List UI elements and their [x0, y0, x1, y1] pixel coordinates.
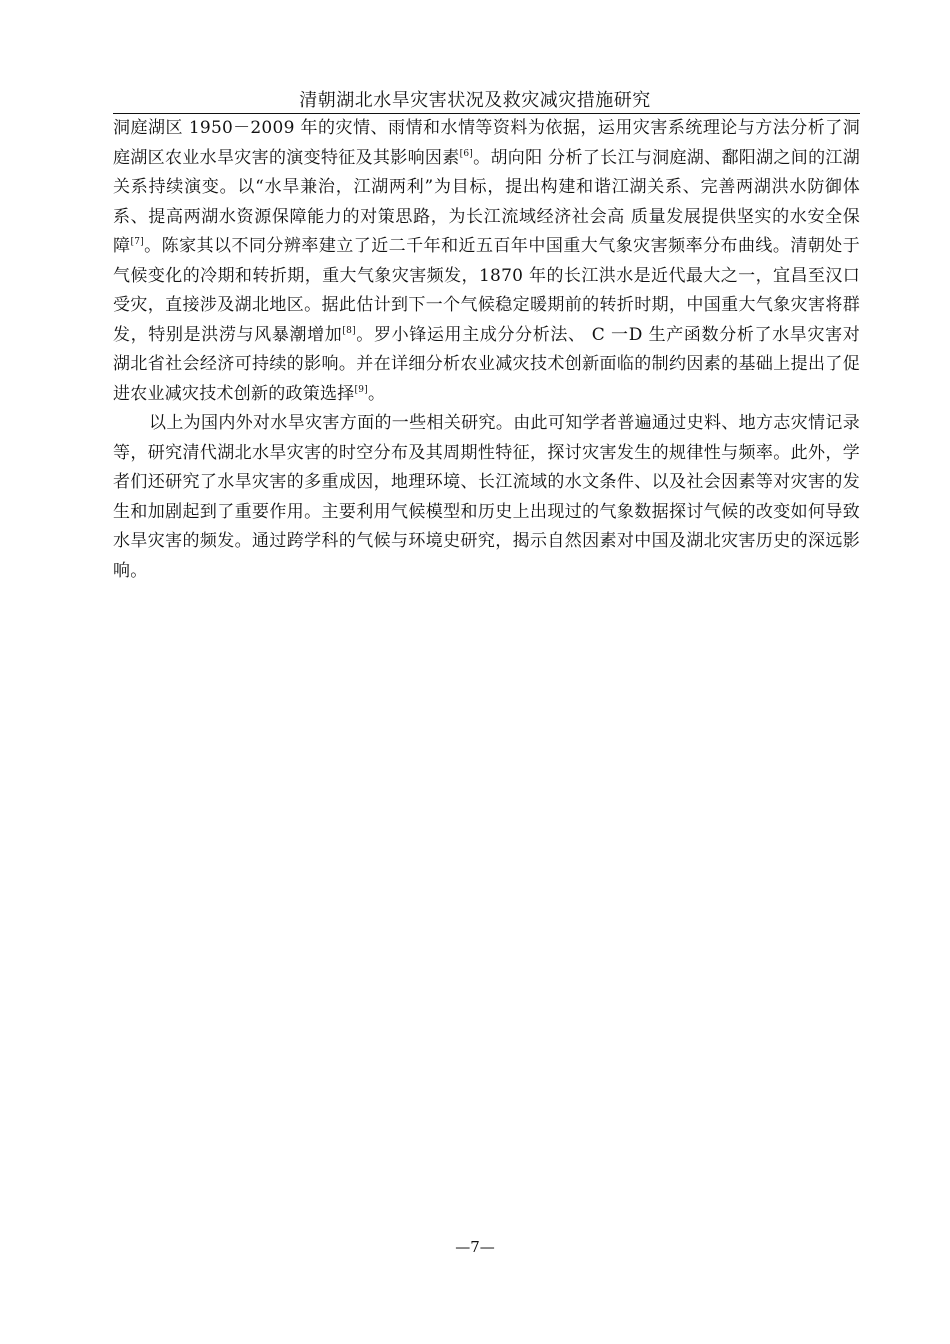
citation-9: [9] — [354, 384, 368, 395]
paragraph-1-text-d: 。罗小锋运用主成分分析法、 C 一D 生产函数分析了水旱灾害对湖北省社会经济可持续的影响。并在详细分析农业减灾技术创新面临的制约因素的基础上提出了促进农业减灾技术创新的政策选择 — [113, 324, 860, 404]
citation-6: [6] — [459, 148, 474, 159]
paragraph-1-text-a: 洞庭湖区 1950－2009 年的灾情、雨情和水情等资料为依据，运用灾害系统理论与方法分析了洞庭湖区农业水旱灾害的演变特征及其影响因素 — [113, 118, 860, 168]
citation-7: [7] — [130, 237, 144, 247]
running-header-title: 清朝湖北水旱灾害状况及救灾减灾措施研究 — [299, 90, 651, 111]
paragraph-1 — [113, 114, 860, 409]
paragraph-1-text-b: 。胡向阳 分析了长江与洞庭湖、鄱阳湖之间的江湖关系持续演变。以“水旱兼治，江湖两利”为目标，提出构建和谐江湖关系、完善两湖洪水防御体系、提高两湖水资源保障能力的对策思路，为长江流域经济社会高 质量发展提供坚实的水安全保障 — [113, 147, 861, 256]
page-number: —7— — [455, 1238, 495, 1256]
paragraph-2: 以上为国内外对水旱灾害方面的一些相关研究。由此可知学者普遍通过史料、地方志灾情记录等，研究清代湖北水旱灾害的时空分布及其周期性特征，探讨灾害发生的规律性与频率。此外，学者们还研究了水旱灾害的多重成因，地理环境、长江流域的水文条件、以及社会因素等对灾害的发生和加剧起到了重要作用。主要利用气候模型和历史上出现过的气象数据探讨气候的改变如何导致水旱灾害的频发。通过跨学科的气候与环境史研究，揭示自然因素对中国及湖北灾害历史的深远影响。 — [113, 413, 860, 581]
body-text — [113, 114, 860, 586]
paragraph-1-text-e: 。 — [368, 383, 386, 404]
citation-8: [8] — [342, 325, 356, 336]
paragraph-1-text-c: 。陈家其以不同分辨率建立了近二千年和近五百年中国重大气象灾害频率分布曲线。清朝处于气候变化的冷期和转折期，重大气象灾害频发，1870 年的长江洪水是近代最大之一，宜昌至汉口受灾，直接涉及湖北地区。据此估计到下一个气候稳定暖期前的转折时期，中国重大气象灾害将群发，特别是洪涝与风暴潮增加 — [113, 236, 861, 345]
